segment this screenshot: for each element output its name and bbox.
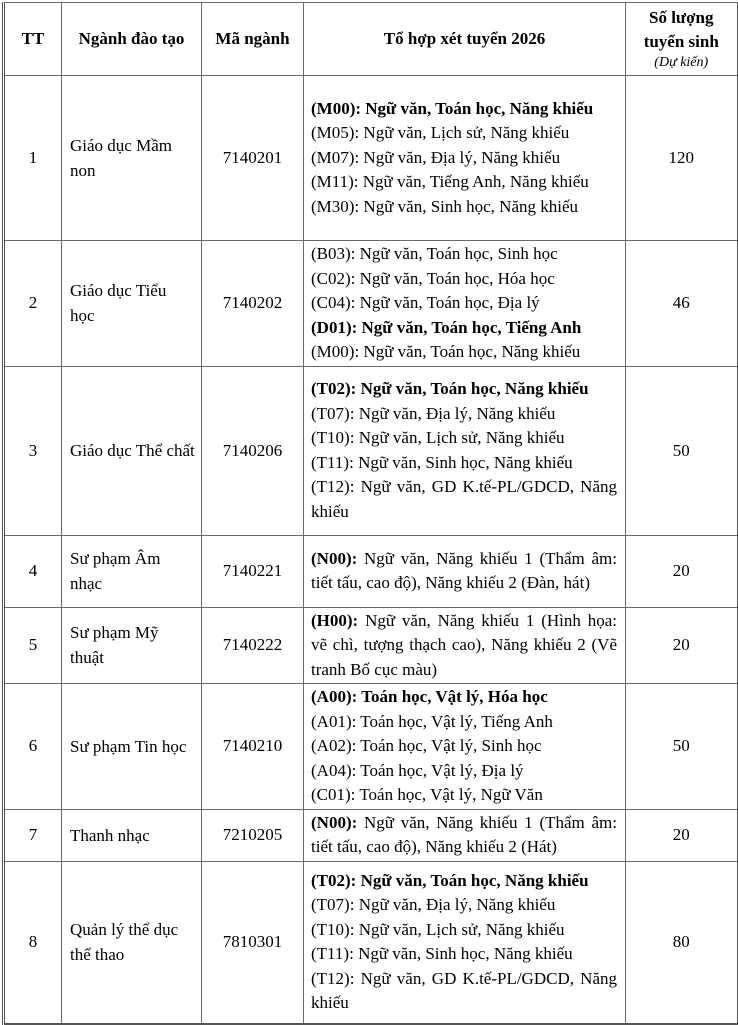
- combo-code: (T10):: [311, 428, 355, 447]
- row-code: 7140202: [202, 241, 304, 367]
- row-major: Giáo dục Tiểu học: [62, 241, 202, 367]
- combo-code: (D01):: [311, 317, 358, 337]
- table-row: [4, 241, 738, 367]
- combo-code: (A04):: [311, 760, 357, 780]
- combo-subjects: Ngữ văn, Lịch sử, Năng khiếu: [359, 123, 570, 143]
- table-row: [4, 684, 738, 810]
- row-combos: [304, 366, 626, 535]
- combo-subjects: Ngữ văn, Toán học, Năng khiếu: [356, 379, 589, 398]
- combo-code: (T11):: [311, 944, 354, 964]
- combo-item: [311, 402, 617, 427]
- combo-item: [311, 195, 617, 220]
- combo-code: (C04):: [311, 293, 356, 312]
- combo-subjects: Ngữ văn, Sinh học, Năng khiếu: [359, 196, 579, 216]
- combo-item: [311, 451, 617, 476]
- header-quota: [626, 3, 738, 76]
- table-row: [4, 535, 738, 607]
- row-code: 7140201: [202, 76, 304, 241]
- combo-code: (A02):: [311, 736, 357, 755]
- combo-subjects: Ngữ văn, Toán học, Hóa học: [355, 268, 555, 288]
- combo-subjects: Ngữ văn, Toán học, Sinh học: [355, 244, 558, 263]
- combo-subjects: Toán học, Vật lý, Địa lý: [356, 760, 524, 780]
- combo-item: [311, 710, 617, 735]
- header-code: Mã ngành: [202, 3, 304, 76]
- row-tt: 3: [4, 366, 62, 535]
- table-row: [4, 861, 738, 1024]
- combo-item: [311, 267, 617, 292]
- combo-item: [311, 869, 617, 894]
- row-combos: [304, 535, 626, 607]
- combo-subjects: Ngữ văn, Lịch sử, Năng khiếu: [354, 428, 565, 447]
- combo-subjects: Ngữ văn, Năng khiếu 1 (Thẩm âm: tiết tấu, cao độ), Năng khiếu 2 (Đàn, hát): [311, 548, 617, 592]
- combo-subjects: Toán học, Vật lý, Sinh học: [356, 736, 542, 755]
- combo-code: (T11):: [311, 452, 354, 472]
- row-quota: 120: [626, 76, 738, 241]
- row-code: 7140221: [202, 535, 304, 607]
- row-tt: 6: [4, 684, 62, 810]
- combo-subjects: Ngữ văn, Sinh học, Năng khiếu: [353, 452, 573, 472]
- combo-code: (T07):: [311, 895, 355, 915]
- combo-subjects: Toán học, Vật lý, Hóa học: [357, 687, 548, 706]
- combo-item: [311, 942, 617, 967]
- row-major: Sư phạm Mỹ thuật: [62, 607, 202, 684]
- combo-item: [311, 121, 617, 146]
- combo-item: [311, 759, 617, 784]
- combo-subjects: Ngữ văn, Địa lý, Năng khiếu: [359, 147, 561, 167]
- row-code: 7140222: [202, 607, 304, 684]
- combo-code: (T12):: [311, 477, 355, 496]
- combo-code: (T02):: [311, 870, 357, 890]
- combo-subjects: Ngữ văn, Toán học, Năng khiếu: [361, 98, 594, 118]
- combo-item: [311, 291, 617, 316]
- row-combos: [304, 809, 626, 861]
- row-quota: 46: [626, 241, 738, 367]
- combo-code: (M30):: [311, 196, 360, 216]
- combo-subjects: Ngữ văn, Năng khiếu 1 (Hình họa: vẽ chì, tượng thạch cao), Năng khiếu 2 (Vẽ tranh Bố cục màu): [311, 610, 617, 679]
- combo-item: [311, 783, 617, 808]
- row-quota: 20: [626, 607, 738, 684]
- combo-code: (T10):: [311, 919, 355, 939]
- combo-code: (N00):: [311, 548, 358, 568]
- combo-subjects: Ngữ văn, Địa lý, Năng khiếu: [354, 403, 556, 423]
- combo-subjects: Ngữ văn, Tiếng Anh, Năng khiếu: [358, 172, 589, 192]
- combo-item: [311, 170, 617, 195]
- combo-code: (A01):: [311, 711, 357, 731]
- row-major: Thanh nhạc: [62, 809, 202, 861]
- row-code: 7140210: [202, 684, 304, 810]
- row-major: Sư phạm Âm nhạc: [62, 535, 202, 607]
- combo-subjects: Ngữ văn, Toán học, Năng khiếu: [359, 342, 581, 361]
- combo-subjects: Ngữ văn, Toán học, Địa lý: [355, 293, 540, 312]
- table-row: [4, 366, 738, 535]
- combo-subjects: Ngữ văn, GD K.tế-PL/GDCD, Năng khiếu: [311, 477, 617, 521]
- admissions-table: [2, 2, 738, 1025]
- row-combos: [304, 607, 626, 684]
- header-quota-label: Số lượng tuyển sinh: [643, 8, 719, 51]
- combo-code: (T07):: [311, 403, 355, 423]
- combo-item: [311, 242, 617, 267]
- combo-subjects: Ngữ văn, Năng khiếu 1 (Thẩm âm: tiết tấu, cao độ), Năng khiếu 2 (Hát): [311, 812, 617, 856]
- combo-item: [311, 377, 617, 402]
- combo-item: [311, 967, 617, 1016]
- row-quota: 20: [626, 535, 738, 607]
- table-row: [4, 607, 738, 684]
- combo-item: [311, 685, 617, 710]
- row-combos: [304, 861, 626, 1024]
- header-quota-note: (Dự kiến): [654, 55, 709, 70]
- row-code: 7810301: [202, 861, 304, 1024]
- row-combos: [304, 241, 626, 367]
- combo-code: (M00):: [311, 342, 360, 361]
- row-quota: 50: [626, 684, 738, 810]
- combo-item: [311, 811, 617, 860]
- row-tt: 1: [4, 76, 62, 241]
- combo-code: (A00):: [311, 687, 358, 706]
- row-code: 7210205: [202, 809, 304, 861]
- row-tt: 4: [4, 535, 62, 607]
- combo-code: (H00):: [311, 610, 359, 630]
- combo-code: (T02):: [311, 379, 357, 398]
- combo-code: (N00):: [311, 812, 358, 832]
- combo-subjects: Ngữ văn, Địa lý, Năng khiếu: [354, 895, 556, 915]
- row-major: Quản lý thể dục thể thao: [62, 861, 202, 1024]
- row-major: Giáo dục Mầm non: [62, 76, 202, 241]
- header-combos: Tổ hợp xét tuyển 2026: [304, 3, 626, 76]
- combo-item: [311, 146, 617, 171]
- combo-code: (M05):: [311, 123, 360, 143]
- combo-item: [311, 918, 617, 943]
- row-major: Giáo dục Thể chất: [62, 366, 202, 535]
- combo-item: [311, 475, 617, 524]
- row-combos: [304, 76, 626, 241]
- combo-item: [311, 893, 617, 918]
- combo-subjects: Toán học, Vật lý, Tiếng Anh: [356, 711, 553, 731]
- combo-item: [311, 97, 617, 122]
- combo-subjects: Ngữ văn, Toán học, Năng khiếu: [356, 870, 589, 890]
- combo-subjects: Toán học, Vật lý, Ngữ Văn: [355, 785, 543, 804]
- combo-code: (M07):: [311, 147, 360, 167]
- combo-subjects: Ngữ văn, Sinh học, Năng khiếu: [353, 944, 573, 964]
- table-row: [4, 809, 738, 861]
- combo-subjects: Ngữ văn, Lịch sử, Năng khiếu: [354, 919, 565, 939]
- header-major: Ngành đào tạo: [62, 3, 202, 76]
- combo-item: [311, 547, 617, 596]
- combo-item: [311, 340, 617, 365]
- combo-code: (C01):: [311, 785, 356, 804]
- row-tt: 2: [4, 241, 62, 367]
- combo-code: (T12):: [311, 968, 355, 988]
- header-row: [4, 3, 738, 76]
- row-major: Sư phạm Tin học: [62, 684, 202, 810]
- row-code: 7140206: [202, 366, 304, 535]
- combo-code: (C02):: [311, 268, 356, 288]
- combo-item: [311, 609, 617, 683]
- combo-code: (M11):: [311, 172, 359, 192]
- combo-code: (B03):: [311, 244, 356, 263]
- combo-subjects: Ngữ văn, Toán học, Tiếng Anh: [357, 317, 582, 337]
- row-combos: [304, 684, 626, 810]
- combo-subjects: Ngữ văn, GD K.tế-PL/GDCD, Năng khiếu: [311, 968, 617, 1013]
- row-tt: 8: [4, 861, 62, 1024]
- combo-item: [311, 316, 617, 341]
- row-tt: 5: [4, 607, 62, 684]
- table-row: [4, 76, 738, 241]
- row-tt: 7: [4, 809, 62, 861]
- row-quota: 50: [626, 366, 738, 535]
- combo-code: (M00):: [311, 98, 362, 118]
- combo-item: [311, 734, 617, 759]
- row-quota: 20: [626, 809, 738, 861]
- row-quota: 80: [626, 861, 738, 1024]
- combo-item: [311, 426, 617, 451]
- header-tt: TT: [4, 3, 62, 76]
